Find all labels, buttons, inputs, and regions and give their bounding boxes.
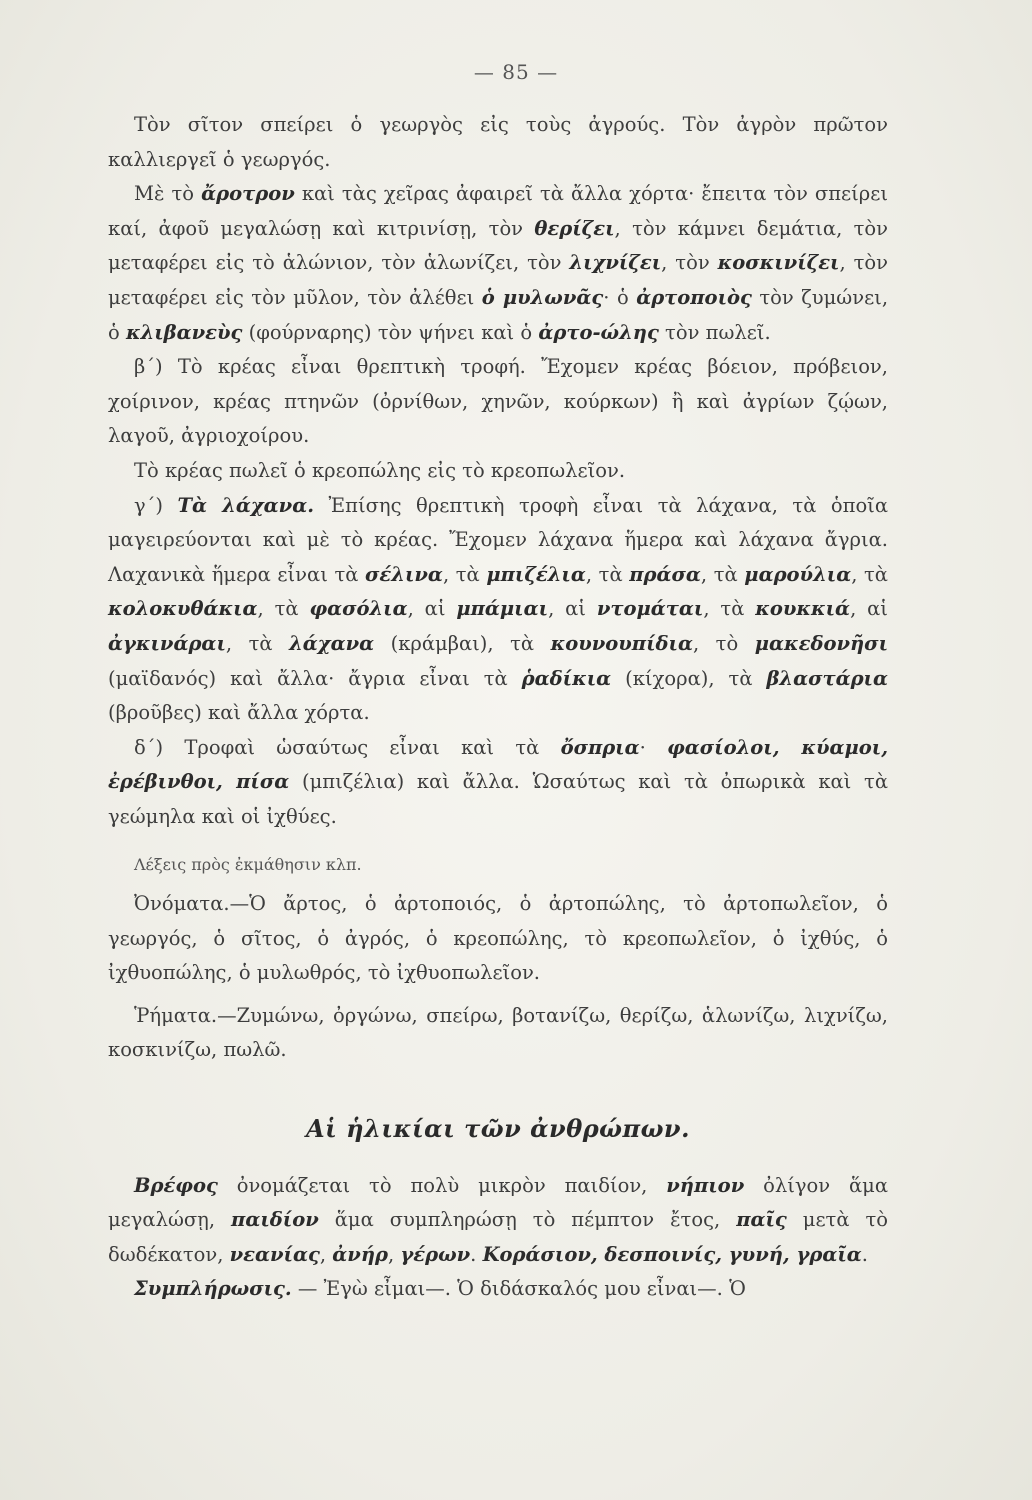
term-miller: ὁ μυλωνᾶς: [481, 285, 604, 309]
paragraph-meat: β΄) Τὸ κρέας εἶναι θρεπτικὴ τροφή. Ἔχομεν κρέας βόειον, πρόβειον, χοίρινον, κρέας πτηνῶν (ὀρνίθων, χηνῶν, κούρκων) ἢ καὶ ἀγρίων ζῴων, λαγοῦ, ἀγριοχοίρου.: [108, 355, 888, 448]
term-baker: ἀρτοποιὸς: [636, 285, 752, 309]
term-bread-seller: ἀρτο-ώλης: [538, 320, 659, 344]
verbs-label: Ῥήματα.: [134, 1003, 218, 1027]
completion-label: Συμπλήρωσις.: [134, 1277, 292, 1301]
term-sifts: κοσκινίζει: [717, 251, 840, 275]
term-boy: παῖς: [736, 1208, 787, 1232]
term-cauliflower: κουνουπίδια: [550, 631, 693, 655]
paragraph-completion: Συμπλήρωσις. — Ἐγὼ εἶμαι—. Ὁ διδάσκαλός μου εἶναι—. Ὁ: [134, 1277, 746, 1301]
term-parsley: μακεδονῆσι: [754, 631, 889, 655]
term-artichokes: ἀγκινάραι: [108, 631, 226, 655]
term-legume-list: φασίολοι, κύαμοι, ἐρέβινθοι, πίσα: [108, 735, 888, 794]
term-tomatoes: ντομάται: [596, 597, 704, 621]
term-leeks: πράσα: [629, 562, 701, 586]
vocabulary-verbs: Ῥήματα.—Ζυμώνω, ὀργώνω, σπείρω, βοτανίζω, θερίζω, ἁλωνίζω, λιχνίζω, κοσκινίζω, πωλῶ.: [108, 1003, 888, 1062]
term-cabbage: λάχανα: [289, 631, 375, 655]
term-oven-man: κλιβανεὺς: [125, 320, 243, 344]
term-winnows: λιχνίζει: [569, 251, 662, 275]
term-lettuce: μαρούλια: [744, 562, 852, 586]
term-female-ages: Κοράσιον, δεσποινίς, γυνή, γραῖα: [482, 1242, 862, 1266]
term-celery: σέλινα: [365, 562, 443, 586]
term-old-man: γέρων: [400, 1242, 471, 1266]
term-vegetables-heading: Τὰ λάχανα.: [177, 493, 314, 517]
term-infant: Βρέφος: [134, 1173, 218, 1197]
term-child: παιδίον: [231, 1208, 319, 1232]
term-chicory: ῥαδίκια: [521, 666, 612, 690]
term-zucchini: κολοκυθάκια: [108, 597, 258, 621]
page-body: [108, 108, 888, 1307]
term-plough: ἄροτρον: [201, 182, 295, 206]
paragraph-bread-making: Μὲ τὸ ἄροτρον καὶ τὰς χεῖρας ἀφαιρεῖ τὰ ἄλλα χόρτα· ἔπειτα τὸν σπείρει καί, ἀφοῦ μεγαλώσῃ καὶ κιτρινίσῃ, τὸν θερίζει, τὸν κάμνει δεμάτια, τὸν μεταφέρει εἰς τὸ ἁλώνιον, τὸν ἁλωνίζει, τὸν λιχνίζει, τὸν κοσκινίζει, τὸν μεταφέρει εἰς τὸν μῦλον, τὸν ἀλέθει ὁ μυλωνᾶς· ὁ ἀρτοποιὸς τὸν ζυμώνει, ὁ κλιβανεὺς (φούρναρης) τὸν ψήνει καὶ ὁ ἀρτο-ώλης τὸν πωλεῖ.: [108, 182, 889, 344]
vocabulary-nouns: Ὀνόματα.—Ὁ ἄρτος, ὁ ἀρτοποιός, ὁ ἀρτοπώλης, τὸ ἀρτοπωλεῖον, ὁ γεωργός, ὁ σῖτος, ὁ ἀγρός, ὁ κρεοπώλης, τὸ κρεοπωλεῖον, ὁ ἰχθύς, ὁ ἰχθυοπώλης, ὁ μυλωθρός, τὸ ἰχθυοπωλεῖον.: [108, 892, 888, 985]
term-youth: νεανίας: [229, 1242, 320, 1266]
term-broad-beans: κουκκιά: [755, 597, 851, 621]
paragraph-butcher: Τὸ κρέας πωλεῖ ὁ κρεοπώλης εἰς τὸ κρεοπωλεῖον.: [134, 458, 626, 482]
paragraph-wheat-sowing: Τὸν σῖτον σπείρει ὁ γεωργὸς εἰς τοὺς ἀγρούς. Τὸν ἀγρὸν πρῶτον καλλιεργεῖ ὁ γεωργός.: [108, 113, 888, 171]
paragraph-legumes: δ΄) Τροφαὶ ὡσαύτως εἶναι καὶ τὰ ὄσπρια· φασίολοι, κύαμοι, ἐρέβινθοι, πίσα (μπιζέλια) καὶ ἄλλα. Ὡσαύτως καὶ τὰ ὀπωρικὰ καὶ τὰ γεώμηλα καὶ οἱ ἰχθύες.: [108, 735, 888, 828]
term-legumes: ὄσπρια: [560, 735, 640, 759]
paragraph-vegetables: γ΄) Τὰ λάχανα. Ἐπίσης θρεπτικὴ τροφὴ εἶναι τὰ λάχανα, τὰ ὁποῖα μαγειρεύονται καὶ μὲ τὸ κρέας. Ἔχομεν λάχανα ἥμερα καὶ λάχανα ἄγρια. Λαχανικὰ ἥμερα εἶναι τὰ σέλινα, τὰ μπιζέλια, τὰ πράσα, τὰ μαρούλια, τὰ κολοκυθάκια, τὰ φασόλια, αἱ μπάμιαι, αἱ ντομάται, τὰ κουκκιά, αἱ ἀγκινάραι, τὰ λάχανα (κράμβαι), τὰ κουνουπίδια, τὸ μακεδονῆσι (μαϊδανός) καὶ ἄλλα· ἄγρια εἶναι τὰ ῥαδίκια (κίχορα), τὰ βλαστάρια (βροῦβες) καὶ ἄλλα χόρτα.: [108, 493, 889, 725]
page-number: — 85 —: [473, 60, 559, 84]
vocabulary-heading: Λέξεις πρὸς ἐκμάθησιν κλπ.: [134, 855, 362, 875]
term-peas: μπιζέλια: [486, 562, 586, 586]
section-title: Αἱ ἡλικίαι τῶν ἀνθρώπων.: [306, 1114, 690, 1144]
term-sprouts: βλαστάρια: [766, 666, 888, 690]
term-okra: μπάμιαι: [456, 597, 549, 621]
term-reaps: θερίζει: [534, 216, 615, 240]
paragraph-ages: Βρέφος ὀνομάζεται τὸ πολὺ μικρὸν παιδίον, νήπιον ὀλίγον ἅμα μεγαλώσῃ, παιδίον ἅμα συμπληρώσῃ τὸ πέμπτον ἔτος, παῖς μετὰ τὸ δωδέκατον, νεανίας, ἀνήρ, γέρων. Κοράσιον, δεσποινίς, γυνή, γραῖα.: [108, 1173, 889, 1266]
term-beans: φασόλια: [309, 597, 408, 621]
nouns-label: Ὀνόματα.: [134, 892, 230, 916]
term-man: ἀνήρ: [332, 1242, 388, 1266]
term-toddler: νήπιον: [666, 1173, 745, 1197]
